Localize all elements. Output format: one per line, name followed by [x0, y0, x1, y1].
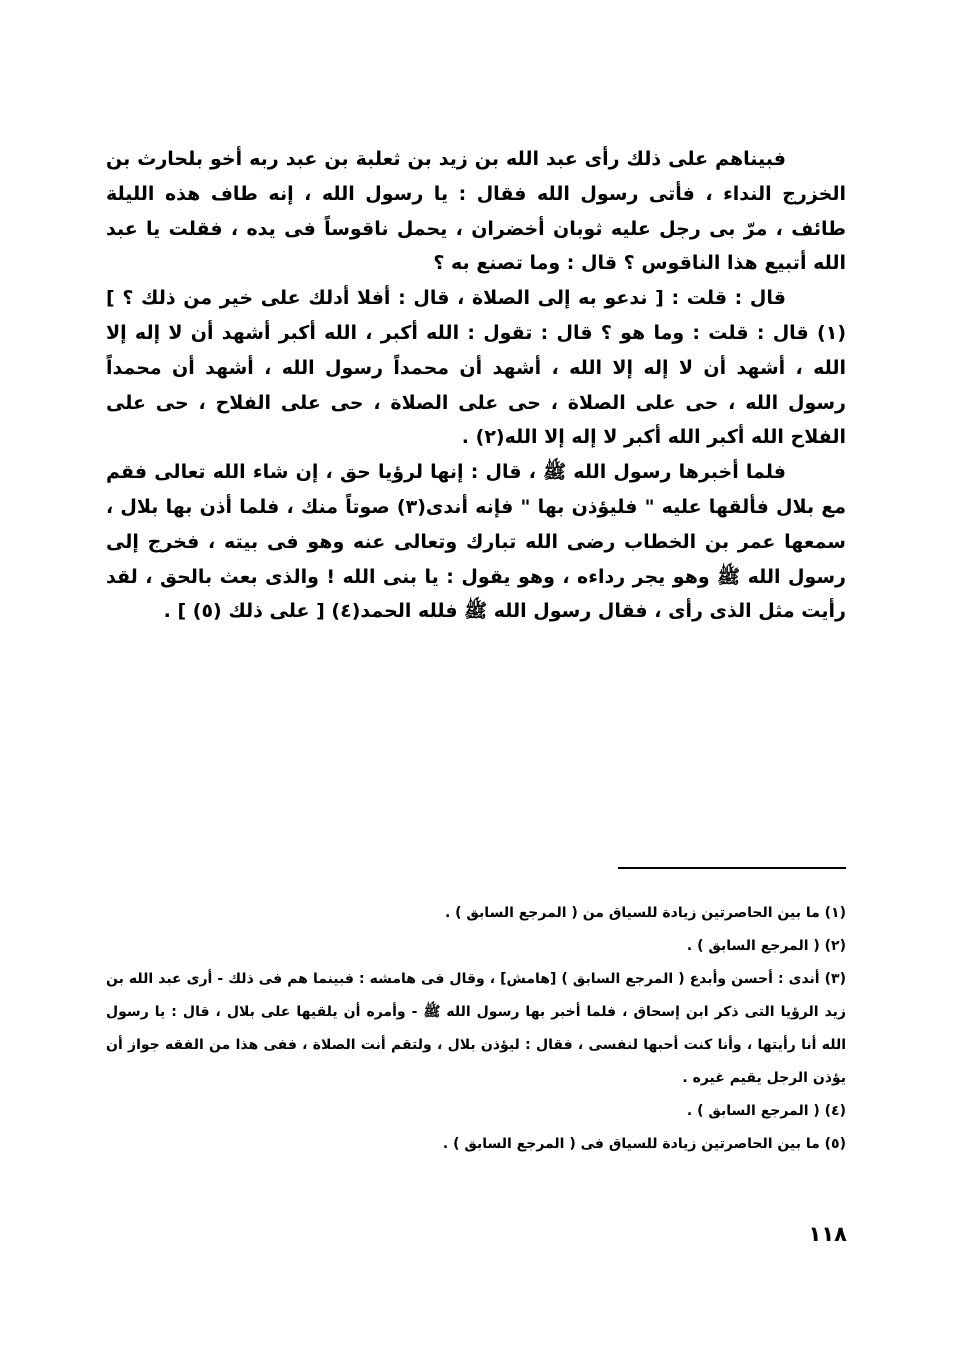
footnotes — [106, 897, 846, 1161]
paragraph-3: فلما أخبرها رسول الله ﷺ ، قال : إنها لرؤيا حق ، إن شاء الله تعالى فقم مع بلال فألقها عليه " فليؤذن بها " فإنه أندى(٣) صوتاً منك ، فلما أذن بها بلال ، سمعها عمر بن الخطاب رضى الله تبارك وتعالى عنه وهو فى بيته ، فخرج إلى رسول الله ﷺ وهو يجر رداءه ، وهو يقول : يا بنى الله ! والذى بعث بالحق ، لقد رأيت مثل الذى رأى ، فقال رسول الله ﷺ فلله الحمد(٤) [ على ذلك (٥) ] . — [106, 461, 846, 623]
paragraph-2: قال : قلت : [ ندعو به إلى الصلاة ، قال : أفلا أدلك على خير من ذلك ؟ ](١) قال : قلت : وما هو ؟ قال : تقول : الله أكبر ، الله أكبر أشهد أن لا إله إلا الله ، أشهد أن لا إله إلا الله ، أشهد أن محمداً رسول الله ، أشهد أن محمداً رسول الله ، حى على الصلاة ، حى على الصلاة ، حى على الفلاح ، حى على الفلاح الله أكبر الله أكبر لا إله إلا الله(٢) . — [106, 287, 846, 449]
footnote-3: (٣) أندى : أحسن وأبدع ( المرجع السابق ) [هامش] ، وقال فى هامشه : فبينما هم فى ذلك - أرى عبد الله بن زيد الرؤيا التى ذكر ابن إسحاق ، فلما أخبر بها رسول الله ﷺ - وأمره أن يلقيها على بلال ، قال : يا رسول الله أنا رأيتها ، وأنا كنت أحبها لنفسى ، فقال : ليؤذن بلال ، ولتقم أنت الصلاة ، ففى هذا من الفقه جواز أن يؤذن الرجل يقيم غيره . — [106, 971, 846, 1086]
page-number: ١١٨ — [808, 1222, 847, 1246]
footnote-4: (٤) ( المرجع السابق ) . — [686, 1103, 846, 1119]
paragraph-1: فبيناهم على ذلك رأى عبد الله بن زيد بن ثعلبة بن عبد ربه أخو بلحارث بن الخزرج النداء ، فأتى رسول الله فقال : يا رسول الله ، إنه طاف هذه الليلة طائف ، مرّ بى رجل عليه ثوبان أخضران ، يحمل ناقوساً فى يده ، فقلت يا عبد الله أتبيع هذا الناقوس ؟ قال : وما تصنع به ؟ — [106, 148, 846, 275]
footnote-5: (٥) ما بين الحاصرتين زيادة للسياق فى ( المرجع السابق ) . — [442, 1136, 846, 1152]
footnote-1: (١) ما بين الحاصرتين زيادة للسياق من ( المرجع السابق ) . — [444, 905, 846, 921]
main-text — [106, 142, 846, 629]
footnote-2: (٢) ( المرجع السابق ) . — [686, 938, 846, 954]
footnote-divider — [618, 867, 846, 869]
